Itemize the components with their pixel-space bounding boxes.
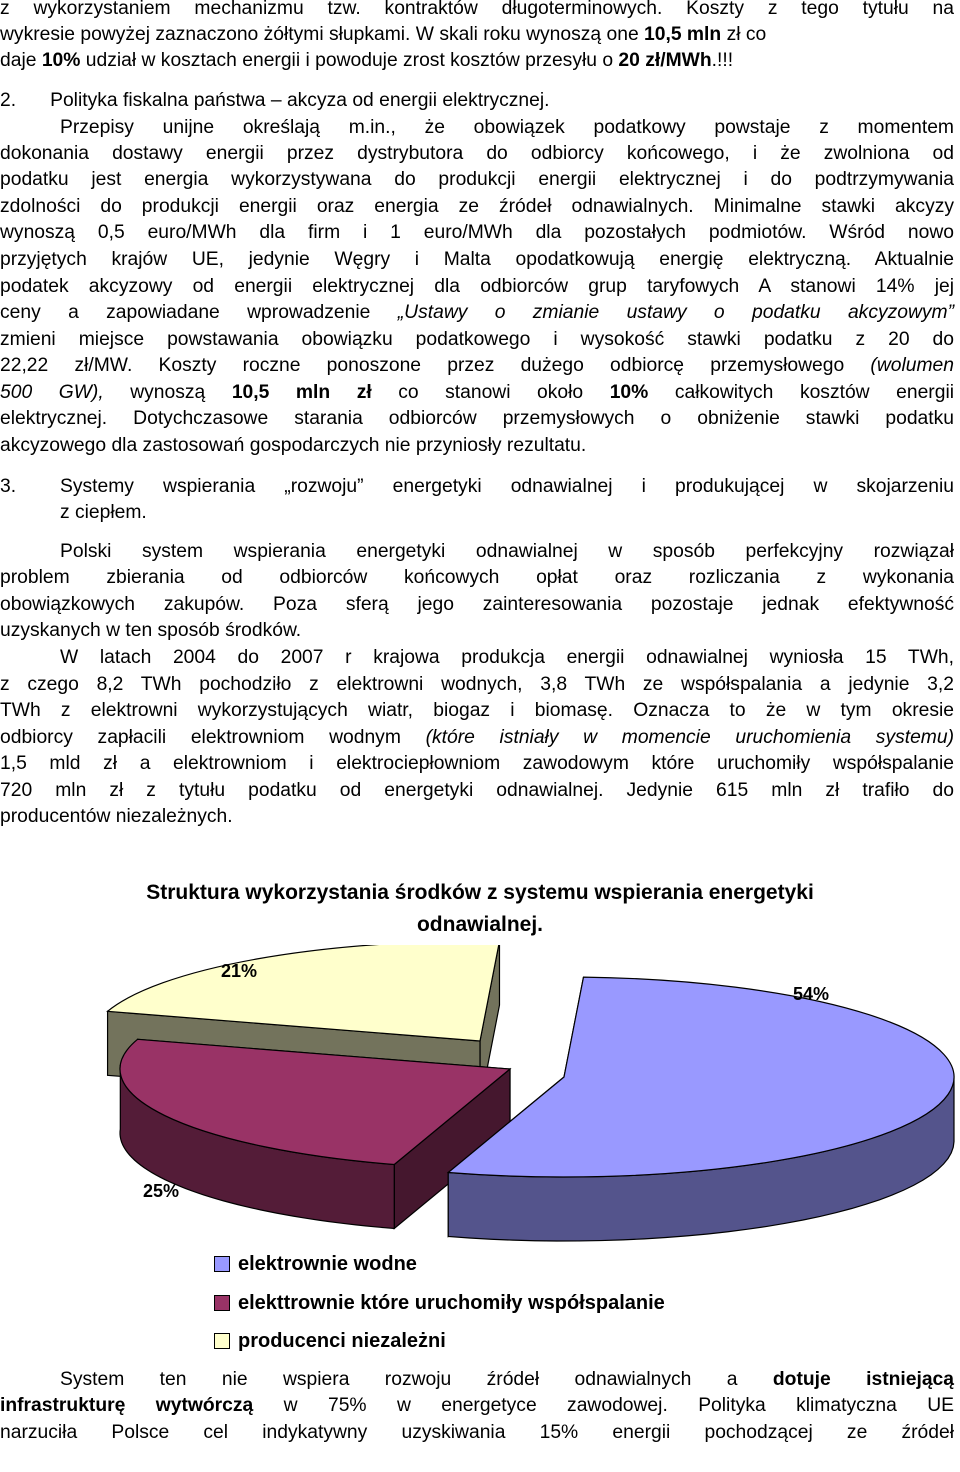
text-line: zdolności do produkcji energii oraz energia ze źródeł odnawialnych. Minimalne stawki akcyzy	[0, 196, 954, 217]
text-line: 500 GW), wynoszą 10,5 mln zł co stanowi około 10% całkowitych kosztów energii	[0, 382, 955, 403]
text-line: W latach 2004 do 2007 r krajowa produkcja energii odnawialnej wyniosła 15 TWh,	[60, 647, 954, 668]
legend-swatch	[214, 1256, 230, 1272]
text-line: Przepisy unijne określają m.in., że obowiązek podatkowy powstaje z momentem	[60, 117, 954, 138]
section-heading: Systemy wspierania „rozwoju” energetyki odnawialnej i produkującej w skojarzeniu	[60, 476, 954, 497]
text-line: dokonania dostawy energii przez dystrybutora do odbiorcy końcowego, i że zwolniona od	[0, 143, 954, 164]
text-line: Polski system wspierania energetyki odnawialnej w sposób perfekcyjny rozwiązał	[60, 541, 954, 562]
slice-hydro	[448, 977, 954, 1241]
text-line: akcyzowego dla zastosowań gospodarczych nie przyniosły rezultatu.	[0, 435, 587, 456]
section-number: 3.	[0, 476, 17, 497]
legend-label: producenci niezależni	[238, 1330, 446, 1352]
slice-label-independent: 21%	[221, 961, 258, 981]
text-line: producentów niezależnych.	[0, 806, 233, 827]
slice-label-cofiring: 25%	[143, 1181, 180, 1201]
text-line: problem zbierania od odbiorców końcowych opłat oraz rozliczania z wykonania	[0, 567, 954, 588]
text-line: podatek akcyzowy od energii elektrycznej dla odbiorców grup taryfowych A stanowi 14% jej	[0, 276, 954, 297]
text-line: zmieni miejsce powstawania obowiązku podatkowego i wysokość stawki podatku z 20 do	[0, 329, 954, 350]
section-heading: z ciepłem.	[60, 502, 147, 523]
legend-swatch	[214, 1295, 230, 1311]
text-line: z wykorzystaniem mechanizmu tzw. kontraktów długoterminowych. Koszty z tego tytułu na	[0, 0, 954, 19]
text-line: 22,22 zł/MW. Koszty roczne ponoszone przez dużego odbiorcę przemysłowego (wolumen	[0, 355, 954, 376]
text-line: elektrycznej. Dotychczasowe starania odbiorców przemysłowych o obniżenie stawki podatku	[0, 408, 954, 429]
text-line: uzyskanych w ten sposób środków.	[0, 620, 302, 641]
text-line: infrastrukturę wytwórczą w 75% w energetyce zawodowej. Polityka klimatyczna UE	[0, 1395, 954, 1416]
section-heading: 2. Polityka fiskalna państwa – akcyza od energii elektrycznej.	[0, 90, 550, 111]
text-line: 720 mln zł z tytułu podatku od energetyki odnawialnej. Jedynie 615 mln zł trafiło do	[0, 780, 954, 801]
text-line: podatku jest energia wykorzystywana do produkcji energii elektrycznej i do podtrzymywania	[0, 169, 954, 190]
text-line: wykresie powyżej zaznaczono żółtymi słupkami. W skali roku wynoszą one 10,5 mln zł co	[0, 24, 767, 45]
text-line: odbiorcy zapłacili elektrowniom wodnym (które istniały w momencie uruchomienia systemu)	[0, 727, 955, 748]
legend-label: elektrownie wodne	[238, 1253, 417, 1275]
text-line: przyjętych krajów UE, jedynie Węgry i Malta opodatkowują energię elektryczną. Aktualnie	[0, 249, 954, 270]
text-line: narzuciła Polsce cel indykatywny uzyskiwania 15% energii pochodzącej ze źródeł	[0, 1422, 954, 1443]
text-line: ceny a zapowiadane wprowadzenie „Ustawy o zmianie ustawy o podatku akcyzowym”	[0, 302, 955, 323]
text-line: daje 10% udział w kosztach energii i powoduje zrost kosztów przesyłu o 20 zł/MWh.!!!	[0, 50, 734, 71]
legend-label: elekttrownie które uruchomiły współspalanie	[238, 1292, 665, 1314]
text-line: z czego 8,2 TWh pochodziło z elektrowni wodnych, 3,8 TWh ze współspalania a jedynie 3,2	[0, 674, 954, 695]
chart-title: Struktura wykorzystania środków z systemu wspierania energetyki odnawialnej.	[146, 881, 814, 936]
text-line: TWh z elektrowni wykorzystujących wiatr, biogaz i biomasę. Oznacza to że w tym okresie	[0, 700, 954, 721]
legend-swatch	[214, 1333, 230, 1349]
text-line: System ten nie wspiera rozwoju źródeł odnawialnych a dotuje istniejącą	[60, 1369, 954, 1390]
text-line: wynoszą 0,5 euro/MWh dla firm i 1 euro/MWh dla pozostałych podmiotów. Wśród nowo	[0, 222, 954, 243]
text-line: obowiązkowych zakupów. Poza sferą jego zainteresowania pozostaje jednak efektywność	[0, 594, 954, 615]
slice-label-hydro: 54%	[793, 984, 830, 1004]
text-line: 1,5 mld zł a elektrowniom i elektrociepłowniom zawodowym które uruchomiły współspalanie	[0, 753, 954, 774]
